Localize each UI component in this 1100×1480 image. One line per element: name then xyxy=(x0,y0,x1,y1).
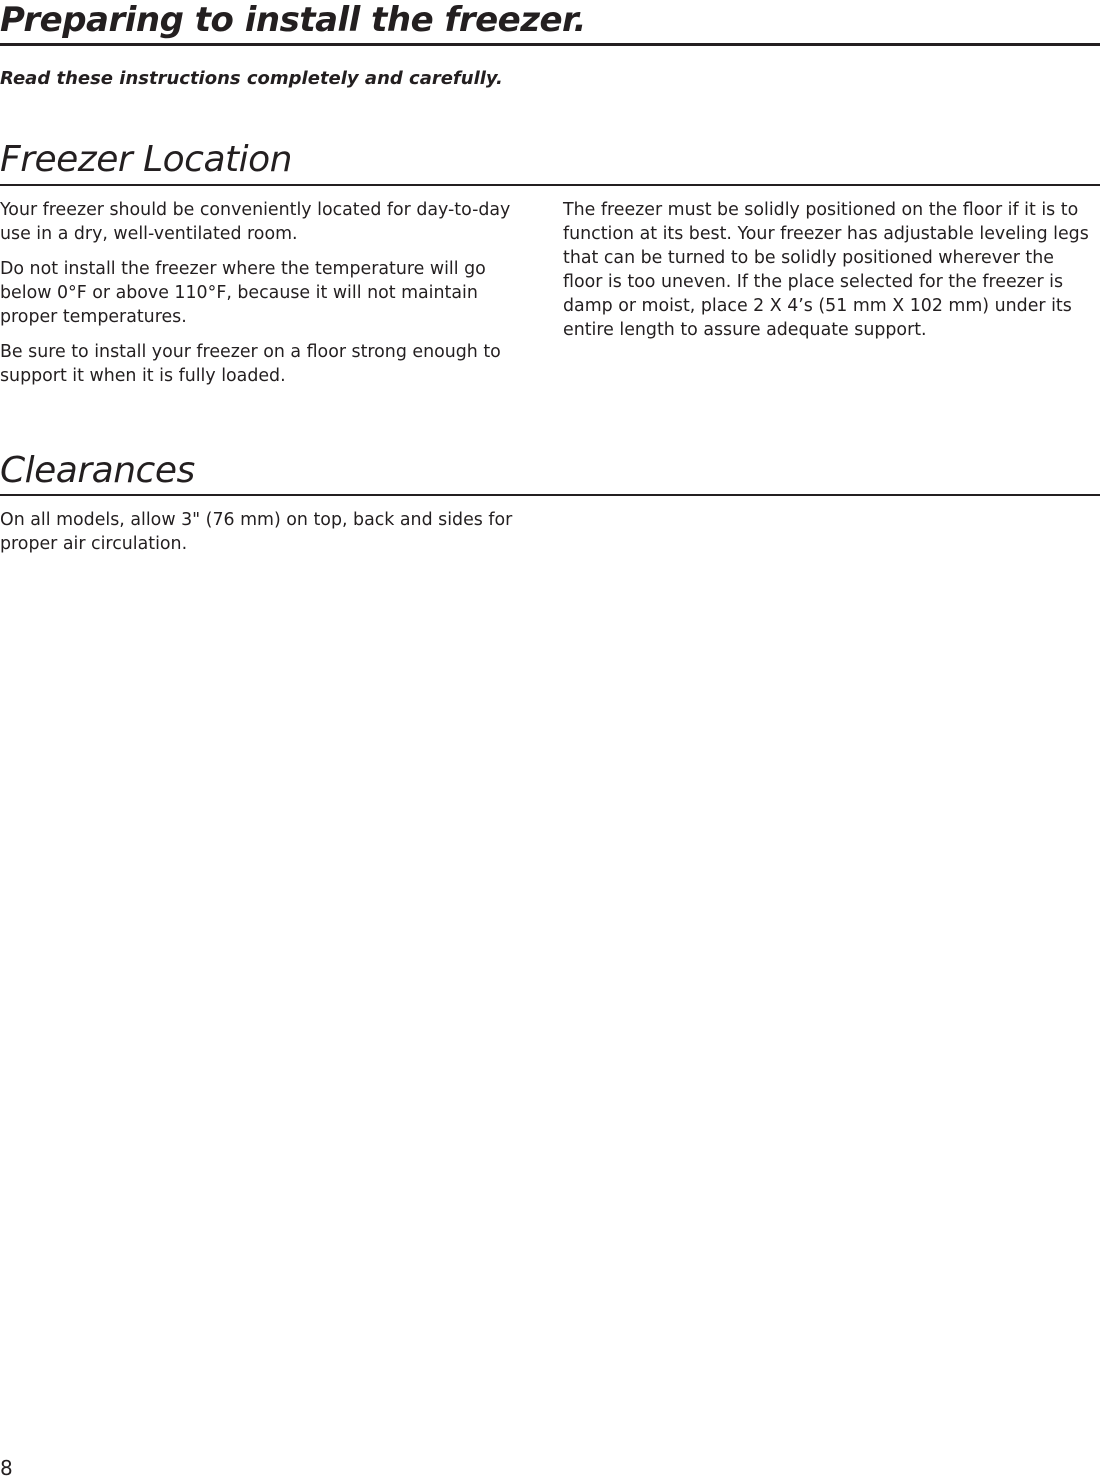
paragraph: The freezer must be solidly positioned on the floor if it is to function at its best. Your freezer has adjustable leveling legs that can be turned to be solidly positioned wherever the floor is too uneven. If the place selected for the freezer is damp or moist, place 2 X 4’s (51 mm X 102 mm) under its entire length to assure adequate support. xyxy=(563,200,1089,340)
freezer-location-left-column xyxy=(0,198,530,399)
intro-text: Read these instructions completely and carefully. xyxy=(0,68,503,89)
title-rule xyxy=(0,43,1100,46)
clearances-column xyxy=(0,508,520,567)
page-number: 8 xyxy=(0,1456,13,1480)
paragraph: Your freezer should be conveniently located for day-to-day use in a dry, well-ventilated room. xyxy=(0,200,511,244)
freezer-location-right-column xyxy=(563,198,1089,353)
paragraph: Do not install the freezer where the temperature will go below 0°F or above 110°F, because it will not maintain proper temperatures. xyxy=(0,259,486,327)
paragraph: On all models, allow 3" (76 mm) on top, back and sides for proper air circulation. xyxy=(0,510,513,554)
clearances-heading: Clearances xyxy=(0,450,195,491)
paragraph: Be sure to install your freezer on a floor strong enough to support it when it is fully loaded. xyxy=(0,342,501,386)
clearances-rule xyxy=(0,494,1100,496)
freezer-location-heading: Freezer Location xyxy=(0,139,292,180)
freezer-location-rule xyxy=(0,184,1100,186)
page-title: Preparing to install the freezer. xyxy=(0,0,586,40)
